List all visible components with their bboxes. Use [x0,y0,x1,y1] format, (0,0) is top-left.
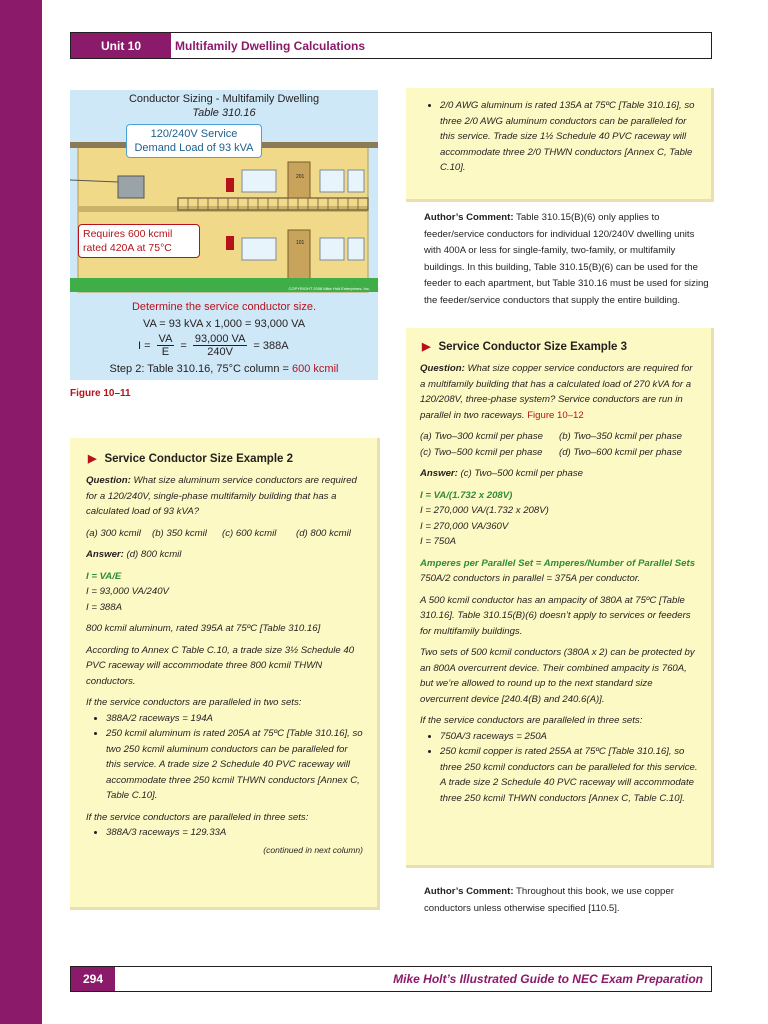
page-header [70,32,712,59]
example-3-para-1: A 500 kcmil conductor has an ampacity of 380A at 75ºC [Table 310.16]. Table 310.15(B)(6) doesn’t apply to services or feeders for multifamily buildings. [420,594,691,637]
figure-subtitle: Table 310.16 [192,107,256,119]
example-3-answer: Answer: (c) Two–500 kcmil per phase [420,468,583,479]
example-3-para-3: If the service conductors are paralleled in three sets: [420,715,643,726]
example-2-para-4: If the service conductors are paralleled in three sets: [86,811,309,823]
triangle-bullet-icon: ▶ [88,453,97,465]
page-number: 294 [71,967,115,991]
example-2-box [70,438,380,910]
example-3-bullet-2: • 250 kcmil copper is rated 255A at 75ºC [Table 310.16], so three 250 kcmil conductors can be paralleled for this service. A trade size 2 Schedule 40 PVC raceway will accommodate three 250 kcmil THWN conductors [Annex C, Table C.10]. [440,744,699,806]
door-number-lower: 101 [296,240,305,246]
example-2-bullet-2: • 250 kcmil aluminum is rated 205A at 75ºC [Table 310.16], so two 250 kcmil aluminum conductors can be paralleled for this service. A trade size 2 Schedule 40 PVC raceway will accommodate three 250 kcmil THWN conductors [Annex C, Table C.10]. [106,726,363,804]
callout-requires: Requires 600 kcmil rated 420A at 75°C [78,224,200,258]
example-3-calc-4: 750A/2 conductors in parallel = 375A per conductor. [420,573,641,584]
example-3-options-row-2: (c) Two–500 kcmil per phase (d) Two–600 kcmil per phase [420,446,682,458]
example-2-para-3: If the service conductors are paralleled in two sets: [86,697,302,708]
callout-service-load: 120/240V Service Demand Load of 93 kVA [126,124,262,158]
door-number-upper: 201 [296,174,305,180]
figure-step2: Step 2: Table 310.16, 75°C column = 600 kcmil [109,363,339,375]
page-footer [70,966,712,992]
example-3-formula: I = VA/(1.732 x 208V) [420,489,513,501]
continued-note: (continued in next column) [263,844,363,855]
example-2-formula: I = VA/E [86,570,122,582]
figure-illustration [70,90,378,380]
example-2-calc-1: I = 93,000 VA/240V [86,586,169,597]
figure-caption: Figure 10–11 [70,388,131,399]
continuation-bullet: • 2/0 AWG aluminum is rated 135A at 75ºC [Table 310.16], so three 2/0 AWG aluminum conductors can be paralleled for this service. Trade size 1½ Schedule 40 PVC raceway will accommodate three 2/0 THWN conductors [Annex C, Table C.10]. [440,98,699,176]
example-3-heading: ▶ Service Conductor Size Example 3 [422,340,628,353]
triangle-bullet-icon: ▶ [422,341,431,353]
example-3-para-2: Two sets of 500 kcmil conductors (380A x 2) can be protected by an 800A overcurrent device. Their combined ampacity is 760A, but we’re allowed to round up to the next standard size overcurrent device [240.4(B) and 240.6(A)]. [420,647,695,705]
side-color-bar [0,0,42,1024]
example-2-bullet-1: • 388A/2 raceways = 194A [106,711,363,727]
example-3-calc-2: I = 270,000 VA/360V [420,520,509,532]
example-2-question: Question: What size aluminum service conductors are required for a 120/240V, single-phase multifamily building that has a calculated load of 93 kVA? [86,475,357,517]
continuation-box [406,88,714,202]
authors-comment-2: Author’s Comment: Throughout this book, we use copper conductors unless otherwise specified [110.5]. [424,886,674,914]
example-2-calc-2: I = 388A [86,601,123,613]
example-3-formula-2: Amperes per Parallel Set = Amperes/Number of Parallel Sets [420,557,696,569]
figure-title: Conductor Sizing - Multifamily Dwelling [128,93,320,105]
example-3-bullet-1: • 750A/3 raceways = 250A [440,729,699,745]
example-2-options: (a) 300 kcmil (b) 350 kcmil (c) 600 kcmil (d) 800 kcmil [86,527,351,539]
example-2-para-1: 800 kcmil aluminum, rated 395A at 75ºC [Table 310.16] [86,623,321,634]
example-2-bullet-3: • 388A/3 raceways = 129.33A [106,825,363,841]
figure-eq2: I = $\frac{VA}{E}$ = $\frac{93,000 VA}{240V}$ = 388A [138,333,289,358]
example-2-answer: Answer: (d) 800 kcmil [86,549,182,560]
unit-label: Unit 10 [71,33,171,58]
example-3-calc-3: I = 750A [420,536,457,547]
example-3-options-row-1: (a) Two–300 kcmil per phase (b) Two–350 kcmil per phase [420,431,682,442]
figure-copyright: COPYRIGHT 2008 Mike Holt Enterprises, Inc. [288,286,370,291]
figure-question: Determine the service conductor size. [131,301,317,313]
example-2-para-2: According to Annex C Table C.10, a trade size 3½ Schedule 40 PVC raceway will accommodate three 800 kcmil THWN conductors. [86,644,355,687]
header-title: Multifamily Dwelling Calculations [175,38,366,53]
example-3-box [406,328,714,868]
figure-eq1: VA = 93 kVA x 1,000 = 93,000 VA [142,318,306,330]
example-2-heading: ▶ Service Conductor Size Example 2 [88,452,294,465]
authors-comment-1: Author’s Comment: Table 310.15(B)(6) only applies to feeder/service conductors for individual 120/240V dwelling units with 400A or less for single-family, two-family, or multifamily buildings. In this building, Table 310.15(B)(6) can be used for the feeder to each apartment, but Table 310.16 must be used for sizing the feeder/service conductors that supply the entire building. [424,212,709,306]
book-title: Mike Holt’s Illustrated Guide to NEC Exam Preparation [393,972,703,986]
example-3-question: Question: What size copper service conductors are required for a multifamily building that has a calculated load of 270 kVA for a 120/208V, three-phase system? Service conductors are run in parallel in two raceways. Figure 10–12 [420,363,693,421]
example-3-calc-1: I = 270,000 VA/(1.732 x 208V) [420,505,549,516]
